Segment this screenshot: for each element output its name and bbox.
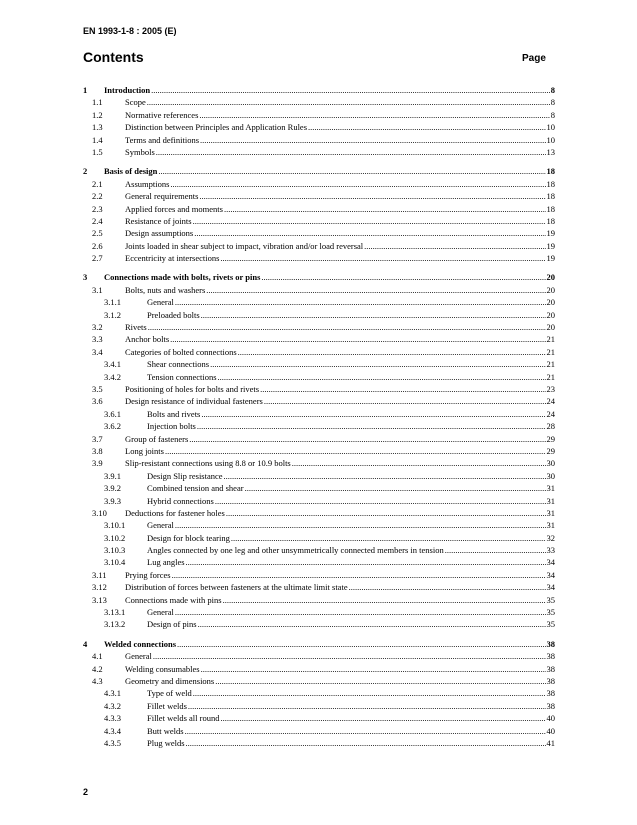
toc-entry[interactable] [83, 445, 555, 457]
toc-title: Welded connections [104, 638, 177, 649]
toc-page: 35 [546, 607, 555, 618]
toc-page: 23 [546, 383, 555, 394]
toc-title: Tension connections [147, 371, 217, 382]
toc-number: 2.6 [92, 240, 103, 251]
toc-leader-dots [177, 638, 545, 650]
toc-number: 3.1.2 [104, 309, 121, 320]
toc-leader-dots [445, 544, 546, 556]
section-gap [83, 264, 555, 271]
toc-page: 34 [546, 557, 555, 568]
toc-leader-dots [264, 395, 546, 407]
toc-number: 4.3.4 [104, 725, 121, 736]
toc-number: 3.6.1 [104, 408, 121, 419]
toc-number: 3.8 [92, 445, 103, 456]
toc-entry[interactable] [83, 346, 555, 358]
toc-number: 4.3.1 [104, 688, 121, 699]
toc-title: Fillet welds [147, 700, 187, 711]
toc-section[interactable] [83, 271, 555, 283]
toc-entry[interactable] [83, 134, 555, 146]
toc-page: 31 [546, 483, 555, 494]
toc-page: 24 [546, 408, 555, 419]
toc-entry[interactable] [83, 712, 555, 724]
toc-number: 2.3 [92, 203, 103, 214]
toc-leader-dots [194, 227, 545, 239]
toc-title: Design for block tearing [147, 532, 230, 543]
toc-title: Preloaded bolts [147, 309, 200, 320]
toc-number: 3.10.2 [104, 532, 126, 543]
toc-leader-dots [151, 84, 550, 96]
toc-title: Bolts and rivets [147, 408, 201, 419]
toc-page: 35 [546, 619, 555, 630]
toc-page: 32 [546, 532, 555, 543]
toc-page: 31 [546, 507, 555, 518]
toc-page: 20 [546, 309, 555, 320]
toc-title: General requirements [125, 191, 199, 202]
toc-title: Design assumptions [125, 228, 194, 239]
toc-title: Type of weld [147, 688, 192, 699]
toc-page: 38 [546, 675, 555, 686]
toc-entry[interactable] [83, 650, 555, 662]
toc-page: 18 [546, 178, 555, 189]
toc-page: 21 [546, 334, 555, 345]
toc-leader-dots [170, 333, 545, 345]
toc-leader-dots [153, 650, 546, 662]
toc-number: 2.1 [92, 178, 103, 189]
toc-title: Combined tension and shear [147, 483, 244, 494]
toc-leader-dots [193, 215, 546, 227]
toc-page: 20 [546, 284, 555, 295]
toc-title: Distinction between Principles and Application Rules [125, 122, 308, 133]
toc-number: 3.12 [92, 582, 107, 593]
toc-number: 4.3.2 [104, 700, 121, 711]
toc-entry[interactable] [83, 618, 555, 630]
toc-entry[interactable] [83, 383, 555, 395]
table-of-contents [83, 84, 555, 749]
toc-title: Design of pins [147, 619, 197, 630]
page-column-label: Page [522, 53, 546, 64]
toc-number: 3.10.3 [104, 545, 126, 556]
toc-title: Design Slip resistance [147, 470, 223, 481]
toc-entry[interactable] [83, 544, 555, 556]
toc-page: 35 [546, 594, 555, 605]
toc-entry[interactable] [83, 457, 555, 469]
toc-page: 20 [546, 322, 555, 333]
toc-number: 3.13.2 [104, 619, 126, 630]
toc-title: Plug welds [147, 737, 185, 748]
toc-page: 19 [546, 253, 555, 264]
section-gap [83, 631, 555, 638]
toc-leader-dots [226, 507, 546, 519]
toc-entry[interactable] [83, 495, 555, 507]
toc-leader-dots [201, 309, 546, 321]
toc-leader-dots [189, 433, 545, 445]
toc-entry[interactable] [83, 700, 555, 712]
toc-entry[interactable] [83, 215, 555, 227]
toc-entry[interactable] [83, 556, 555, 568]
toc-title: Prying forces [125, 569, 171, 580]
toc-title: Fillet welds all round [147, 713, 220, 724]
toc-entry[interactable] [83, 121, 555, 133]
toc-page: 10 [546, 122, 555, 133]
toc-number: 3.13 [92, 594, 107, 605]
toc-leader-dots [238, 346, 546, 358]
toc-page: 21 [546, 371, 555, 382]
toc-entry[interactable] [83, 725, 555, 737]
toc-page: 20 [546, 272, 555, 283]
toc-leader-dots [224, 203, 546, 215]
toc-entry[interactable] [83, 519, 555, 531]
toc-leader-dots [206, 284, 545, 296]
toc-entry[interactable] [83, 433, 555, 445]
toc-leader-dots [200, 134, 545, 146]
toc-page: 33 [546, 545, 555, 556]
toc-title: Group of fasteners [125, 433, 189, 444]
toc-leader-dots [193, 687, 546, 699]
toc-entry[interactable] [83, 507, 555, 519]
toc-number: 4 [83, 638, 88, 649]
toc-title: Positioning of holes for bolts and rivets [125, 383, 260, 394]
toc-number: 1.3 [92, 122, 103, 133]
toc-leader-dots [364, 240, 545, 252]
toc-number: 3 [83, 272, 88, 283]
toc-page: 18 [546, 191, 555, 202]
toc-page: 28 [546, 421, 555, 432]
toc-page: 31 [546, 495, 555, 506]
toc-entry[interactable] [83, 178, 555, 190]
toc-title: Geometry and dimensions [125, 675, 215, 686]
toc-leader-dots [197, 420, 546, 432]
toc-number: 3.2 [92, 322, 103, 333]
toc-leader-dots [175, 296, 546, 308]
toc-page: 34 [546, 569, 555, 580]
toc-page: 38 [546, 700, 555, 711]
toc-title: Long joints [125, 445, 164, 456]
toc-page: 8 [550, 97, 555, 108]
toc-page: 38 [546, 663, 555, 674]
toc-page: 38 [546, 651, 555, 662]
toc-number: 2.7 [92, 253, 103, 264]
toc-section[interactable] [83, 638, 555, 650]
toc-leader-dots [148, 321, 546, 333]
toc-number: 3.5 [92, 383, 103, 394]
toc-number: 4.1 [92, 651, 103, 662]
toc-entry[interactable] [83, 321, 555, 333]
toc-title: Resistance of joints [125, 215, 192, 226]
toc-title: General [147, 297, 174, 308]
toc-entry[interactable] [83, 358, 555, 370]
toc-title: Angles connected by one leg and other unsymmetrically connected members in tension [147, 545, 444, 556]
toc-leader-dots [175, 606, 546, 618]
toc-number: 1 [83, 85, 88, 95]
toc-leader-dots [292, 457, 546, 469]
toc-entry[interactable] [83, 581, 555, 593]
toc-page: 18 [546, 166, 555, 177]
toc-leader-dots [201, 663, 546, 675]
toc-number: 3.3 [92, 334, 103, 345]
toc-title: Lug angles [147, 557, 185, 568]
toc-section[interactable] [83, 165, 555, 177]
toc-number: 1.2 [92, 109, 103, 120]
toc-number: 3.9.3 [104, 495, 121, 506]
toc-section[interactable] [83, 84, 555, 96]
toc-page: 40 [546, 725, 555, 736]
toc-number: 1.1 [92, 97, 103, 108]
toc-leader-dots [220, 712, 545, 724]
toc-title: Symbols [125, 146, 155, 157]
toc-leader-dots [199, 109, 549, 121]
toc-entry[interactable] [83, 333, 555, 345]
toc-entry[interactable] [83, 737, 555, 749]
toc-leader-dots [308, 121, 545, 133]
toc-page: 8 [550, 85, 555, 95]
toc-page: 24 [546, 396, 555, 407]
toc-entry[interactable] [83, 296, 555, 308]
toc-entry[interactable] [83, 675, 555, 687]
toc-title: General [147, 607, 174, 618]
toc-leader-dots [186, 556, 546, 568]
toc-title: Eccentricity at intersections [125, 253, 220, 264]
toc-number: 2.2 [92, 191, 103, 202]
toc-number: 3.9.1 [104, 470, 121, 481]
toc-number: 2.4 [92, 215, 103, 226]
toc-number: 3.1 [92, 284, 103, 295]
toc-entry[interactable] [83, 371, 555, 383]
toc-title: Assumptions [125, 178, 170, 189]
toc-entry[interactable] [83, 146, 555, 158]
toc-entry[interactable] [83, 109, 555, 121]
toc-number: 1.4 [92, 134, 103, 145]
toc-page: 34 [546, 582, 555, 593]
toc-page: 20 [546, 297, 555, 308]
toc-entry[interactable] [83, 594, 555, 606]
toc-leader-dots [158, 165, 545, 177]
toc-title: Scope [125, 97, 146, 108]
toc-leader-dots [170, 178, 545, 190]
toc-page: 38 [546, 638, 555, 649]
toc-title: Rivets [125, 322, 147, 333]
toc-title: Deductions for fastener holes [125, 507, 225, 518]
toc-leader-dots [245, 482, 546, 494]
toc-entry[interactable] [83, 284, 555, 296]
toc-title: Applied forces and moments [125, 203, 223, 214]
toc-title: Injection bolts [147, 421, 196, 432]
toc-leader-dots [201, 408, 545, 420]
toc-leader-dots [261, 271, 545, 283]
toc-title: Distribution of forces between fasteners at the ultimate limit state [125, 582, 348, 593]
toc-leader-dots [198, 618, 546, 630]
toc-leader-dots [147, 96, 550, 108]
toc-entry[interactable] [83, 569, 555, 581]
toc-page: 18 [546, 203, 555, 214]
toc-title: Basis of design [104, 166, 158, 177]
toc-entry[interactable] [83, 96, 555, 108]
toc-page: 31 [546, 520, 555, 531]
toc-entry[interactable] [83, 663, 555, 675]
toc-entry[interactable] [83, 532, 555, 544]
toc-page: 8 [550, 109, 555, 120]
toc-number: 3.13.1 [104, 607, 126, 618]
toc-page: 18 [546, 215, 555, 226]
toc-title: General [147, 520, 174, 531]
toc-number: 3.4.1 [104, 359, 121, 370]
toc-page: 40 [546, 713, 555, 724]
toc-number: 3.9.2 [104, 483, 121, 494]
toc-leader-dots [231, 532, 546, 544]
toc-leader-dots [220, 252, 545, 264]
toc-page: 21 [546, 359, 555, 370]
toc-number: 3.1.1 [104, 297, 121, 308]
toc-page: 30 [546, 458, 555, 469]
toc-leader-dots [165, 445, 546, 457]
toc-leader-dots [215, 495, 546, 507]
page-title: Contents [83, 49, 144, 65]
toc-number: 3.6.2 [104, 421, 121, 432]
toc-number: 4.3 [92, 675, 103, 686]
toc-entry[interactable] [83, 470, 555, 482]
toc-number: 3.10 [92, 507, 107, 518]
toc-entry[interactable] [83, 309, 555, 321]
toc-entry[interactable] [83, 395, 555, 407]
toc-page: 29 [546, 445, 555, 456]
toc-leader-dots [172, 569, 546, 581]
toc-entry[interactable] [83, 240, 555, 252]
document-header: EN 1993-1-8 : 2005 (E) [83, 26, 177, 36]
toc-leader-dots [156, 146, 546, 158]
section-gap [83, 158, 555, 165]
toc-leader-dots [224, 470, 546, 482]
toc-number: 3.10.1 [104, 520, 126, 531]
toc-title: Slip-resistant connections using 8.8 or 10.9 bolts [125, 458, 291, 469]
toc-number: 3.4 [92, 346, 103, 357]
toc-leader-dots [185, 725, 546, 737]
toc-entry[interactable] [83, 606, 555, 618]
toc-page: 41 [546, 737, 555, 748]
toc-page: 10 [546, 134, 555, 145]
toc-number: 3.9 [92, 458, 103, 469]
toc-entry[interactable] [83, 203, 555, 215]
toc-number: 2.5 [92, 228, 103, 239]
toc-leader-dots [349, 581, 546, 593]
toc-leader-dots [218, 371, 546, 383]
toc-number: 1.5 [92, 146, 103, 157]
toc-page: 21 [546, 346, 555, 357]
toc-entry[interactable] [83, 227, 555, 239]
toc-number: 3.10.4 [104, 557, 126, 568]
toc-page: 19 [546, 240, 555, 251]
toc-title: Bolts, nuts and washers [125, 284, 206, 295]
toc-number: 3.7 [92, 433, 103, 444]
toc-entry[interactable] [83, 482, 555, 494]
toc-entry[interactable] [83, 420, 555, 432]
toc-number: 4.3.3 [104, 713, 121, 724]
toc-title: Introduction [104, 85, 151, 95]
toc-title: Design resistance of individual fasteners [125, 396, 263, 407]
toc-number: 3.4.2 [104, 371, 121, 382]
toc-title: Normative references [125, 109, 199, 120]
toc-title: Categories of bolted connections [125, 346, 237, 357]
toc-title: Shear connections [147, 359, 210, 370]
toc-page: 30 [546, 470, 555, 481]
toc-number: 4.2 [92, 663, 103, 674]
toc-page: 38 [546, 688, 555, 699]
toc-leader-dots [260, 383, 545, 395]
toc-leader-dots [210, 358, 545, 370]
toc-number: 4.3.5 [104, 737, 121, 748]
toc-leader-dots [199, 190, 545, 202]
toc-leader-dots [175, 519, 546, 531]
toc-page: 29 [546, 433, 555, 444]
toc-title: Joints loaded in shear subject to impact, vibration and/or load reversal [125, 240, 364, 251]
toc-entry[interactable] [83, 190, 555, 202]
toc-title: Butt welds [147, 725, 184, 736]
toc-title: Anchor bolts [125, 334, 170, 345]
toc-title: Welding consumables [125, 663, 200, 674]
toc-title: Terms and definitions [125, 134, 200, 145]
toc-number: 2 [83, 166, 88, 177]
toc-leader-dots [215, 675, 545, 687]
toc-leader-dots [186, 737, 546, 749]
toc-page: 19 [546, 228, 555, 239]
toc-title: Connections made with pins [125, 594, 222, 605]
toc-entry[interactable] [83, 408, 555, 420]
toc-title: Connections made with bolts, rivets or pins [104, 272, 261, 283]
toc-title: Hybrid connections [147, 495, 214, 506]
toc-number: 3.6 [92, 396, 103, 407]
toc-entry[interactable] [83, 687, 555, 699]
toc-title: General [125, 651, 152, 662]
page-number: 2 [83, 787, 89, 797]
toc-page: 13 [546, 146, 555, 157]
toc-number: 3.11 [92, 569, 107, 580]
toc-leader-dots [188, 700, 546, 712]
toc-entry[interactable] [83, 252, 555, 264]
toc-leader-dots [223, 594, 546, 606]
